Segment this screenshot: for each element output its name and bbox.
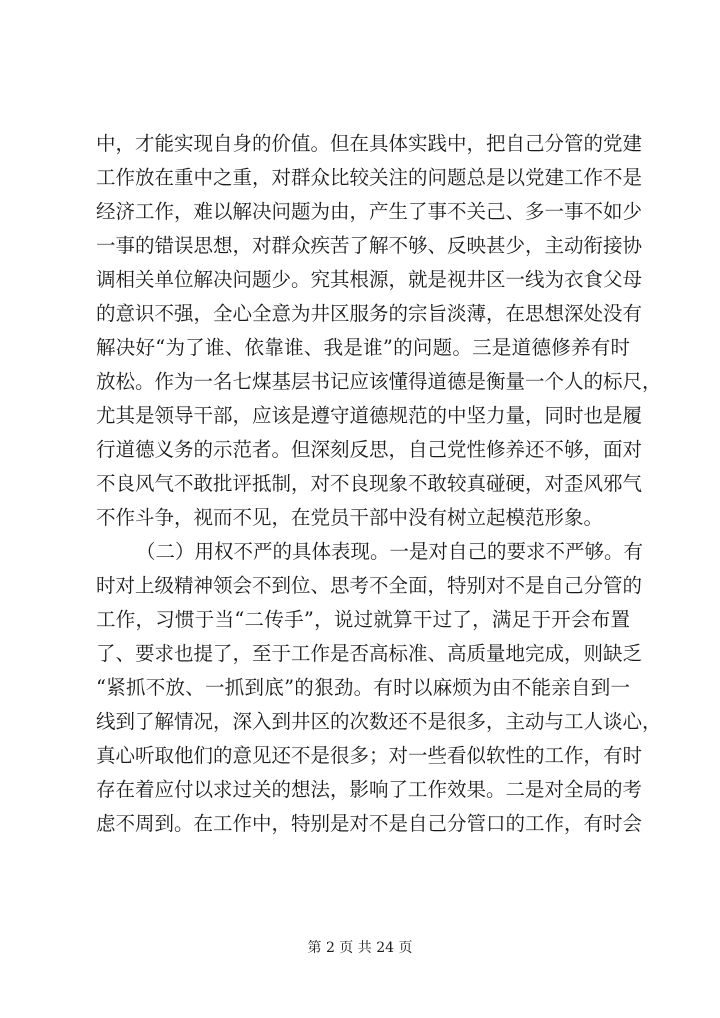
- text-line: 工作，习惯于当“二传手”，说过就算干过了，满足于开会布置: [96, 608, 630, 631]
- text-line: 了、要求也提了，至于工作是否高标准、高质量地完成，则缺乏: [96, 642, 643, 665]
- text-line: 调相关单位解决问题少。究其根源，就是视井区一线为衣食父母: [96, 268, 643, 291]
- text-line: 解决好“为了谁、依靠谁、我是谁”的问题。三是道德修养有时: [96, 336, 630, 359]
- text-line: 线到了解情况，深入到井区的次数还不是很多，主动与工人谈心，: [96, 710, 662, 733]
- text-line: “紧抓不放、一抓到底”的狠劲。有时以麻烦为由不能亲自到一: [96, 676, 630, 699]
- text-line: 尤其是领导干部，应该是遵守道德规范的中坚力量，同时也是履: [96, 404, 643, 427]
- body-text: [96, 127, 662, 841]
- text-line: 工作放在重中之重，对群众比较关注的问题总是以党建工作不是: [96, 166, 643, 189]
- page-number-footer: 第 2 页 共 24 页: [307, 940, 413, 956]
- text-line: 经济工作，难以解决问题为由，产生了事不关己、多一事不如少: [96, 200, 643, 223]
- text-line: 不良风气不敢批评抵制，对不良现象不敢较真碰硬，对歪风邪气: [96, 472, 643, 495]
- section-heading-line: （二）用权不严的具体表现。一是对自己的要求不严够。有: [136, 540, 644, 563]
- text-line: 一事的错误思想，对群众疾苦了解不够、反映甚少，主动衔接协: [96, 234, 643, 257]
- text-line: 放松。作为一名七煤基层书记应该懂得道德是衡量一个人的标尺，: [96, 370, 662, 393]
- text-line: 中，才能实现自身的价值。但在具体实践中，把自己分管的党建: [96, 132, 643, 155]
- text-line: 时对上级精神领会不到位、思考不全面，特别对不是自己分管的: [96, 574, 643, 597]
- text-line: 不作斗争，视而不见，在党员干部中没有树立起模范形象。: [96, 506, 604, 529]
- text-line: 存在着应付以求过关的想法，影响了工作效果。二是对全局的考: [96, 778, 643, 801]
- text-line: 真心听取他们的意见还不是很多；对一些看似软性的工作，有时: [96, 744, 643, 767]
- text-line: 的意识不强，全心全意为井区服务的宗旨淡薄，在思想深处没有: [96, 302, 643, 325]
- text-line: 行道德义务的示范者。但深刻反思，自己党性修养还不够，面对: [96, 438, 643, 461]
- text-line: 虑不周到。在工作中，特别是对不是自己分管口的工作，有时会: [96, 812, 643, 835]
